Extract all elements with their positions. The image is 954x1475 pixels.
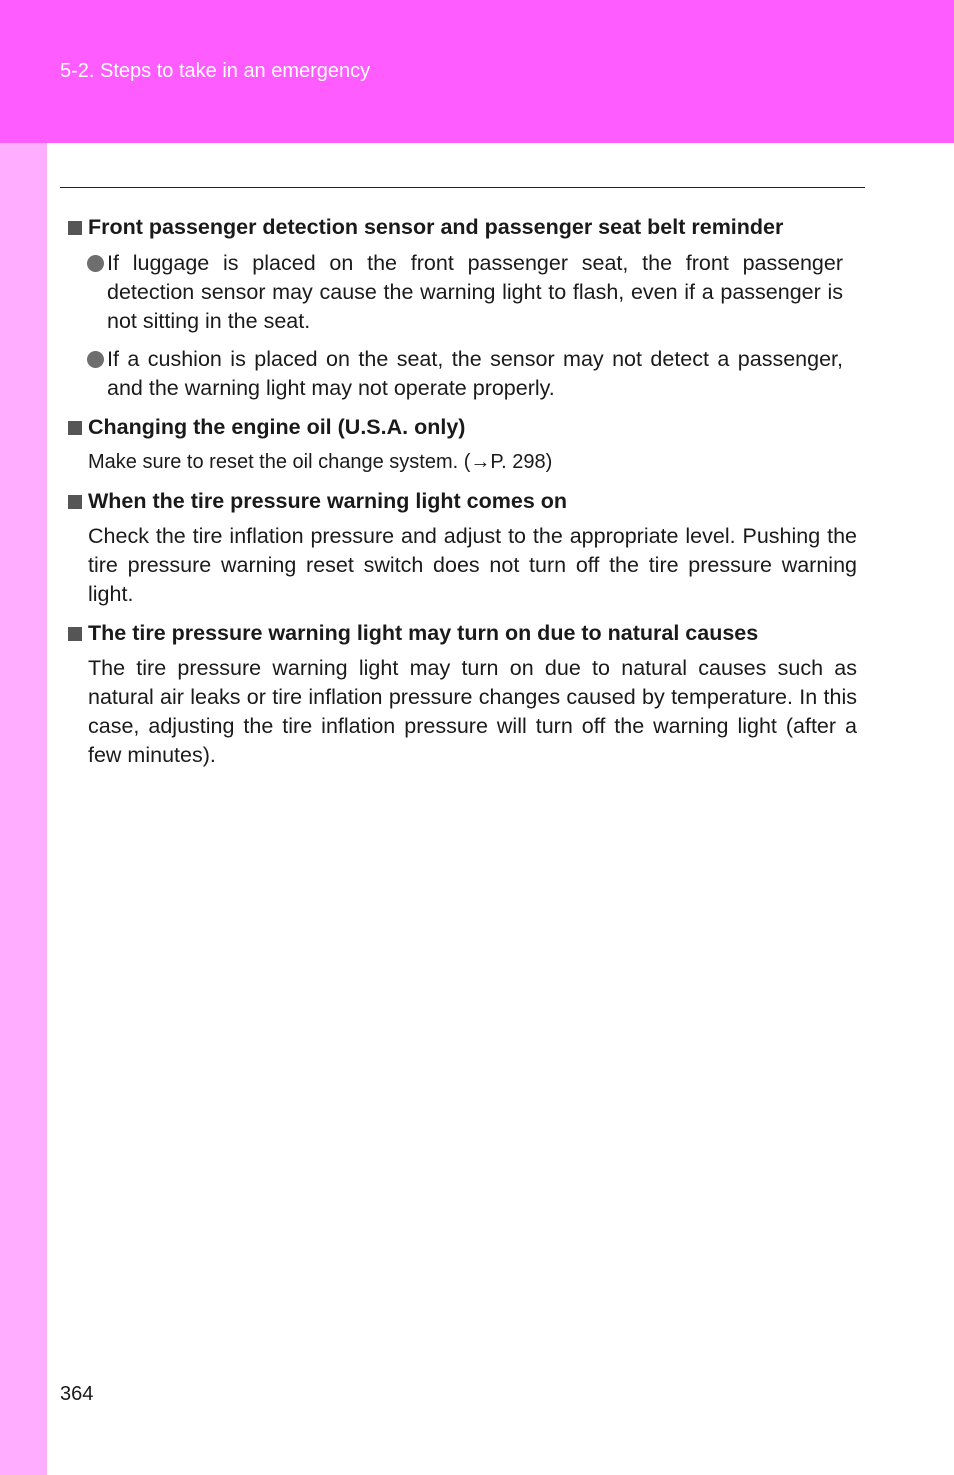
square-icon [68,421,82,435]
page-content [67,212,857,770]
page-number: 364 [60,1383,94,1405]
square-icon [68,221,82,235]
side-band [0,143,47,1475]
body-text: Make sure to reset the oil change system. ( [88,451,471,473]
section-heading [67,412,857,442]
section-body: Check the tire inflation pressure and adjust to the appropriate level. Pushing the tire pressure warning reset switch does not turn off the tire pressure warning light. [88,524,857,606]
list-item-text: If a cushion is placed on the seat, the sensor may not detect a passenger, and the warning light may not operate properly. [107,347,843,400]
section-heading [67,618,857,648]
section-heading-text: The tire pressure warning light may turn on due to natural causes [88,621,759,645]
circle-icon [87,255,104,272]
section-heading-text: Front passenger detection sensor and passenger seat belt reminder [88,215,784,239]
section-divider [60,187,865,188]
section-body [67,448,857,477]
square-icon [68,627,82,641]
square-icon [68,495,82,509]
section-heading-text: Changing the engine oil (U.S.A. only) [88,415,466,439]
list-item [67,249,843,336]
circle-icon [87,351,104,368]
section-heading [67,212,857,242]
section-heading-text: When the tire pressure warning light comes on [88,489,568,513]
section-heading [67,486,857,516]
page-reference-link[interactable]: P. 298) [490,451,553,473]
arrow-icon: → [470,451,491,473]
list-item-text: If luggage is placed on the front passenger seat, the front passenger detection sensor may cause the warning light to flash, even if a passenger is not sitting in the seat. [107,251,843,333]
list-item [67,345,843,403]
section-body: The tire pressure warning light may turn on due to natural causes such as natural air leaks or tire inflation pressure changes caused by temperature. In this case, adjusting the tire inflation pressure will turn off the warning light (after a few minutes). [88,656,857,767]
breadcrumb: 5-2. Steps to take in an emergency [60,60,371,82]
